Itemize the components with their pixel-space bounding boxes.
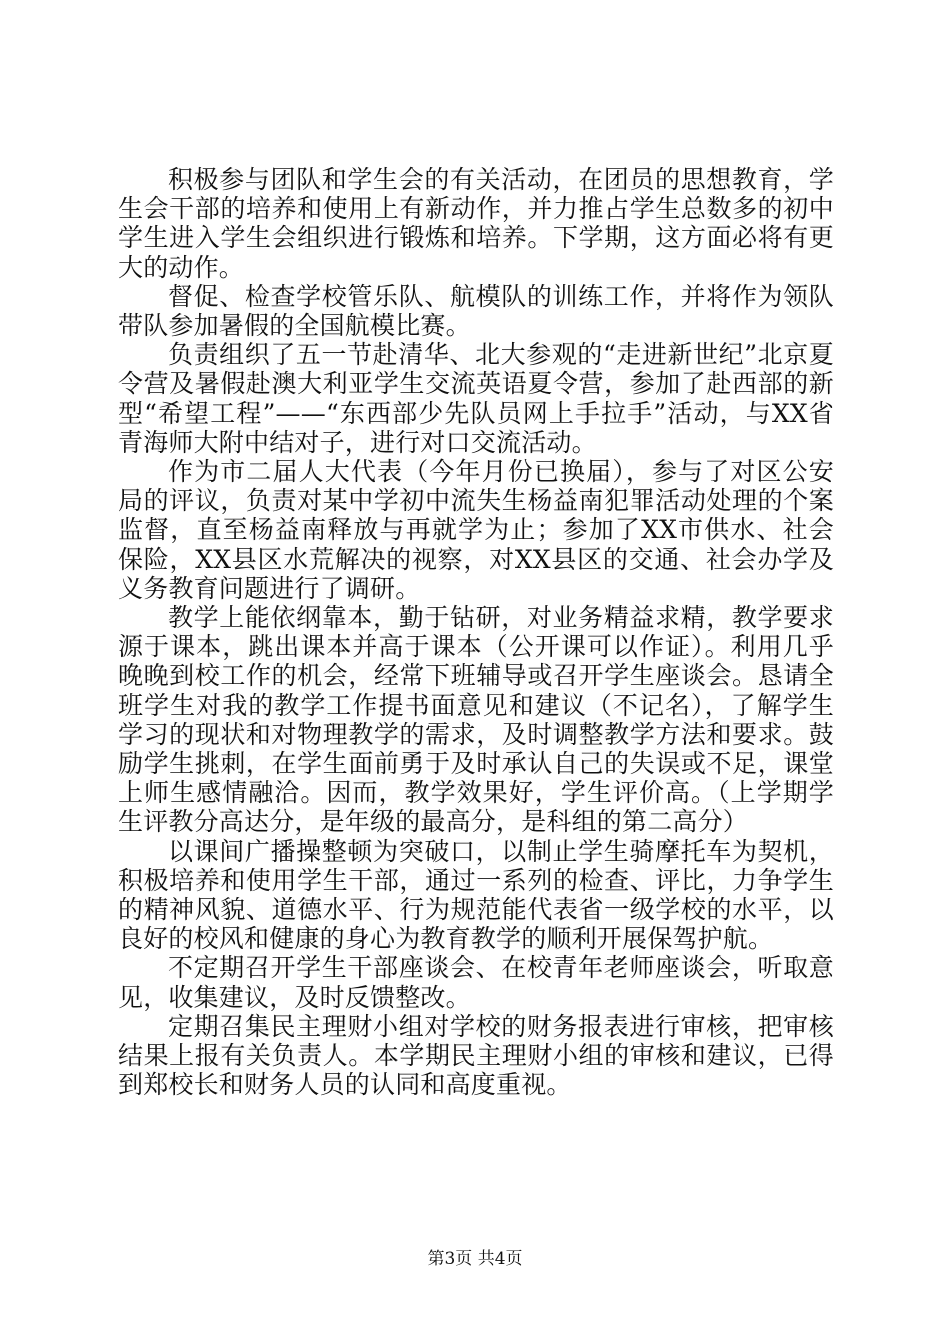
paragraph-teaching: 教学上能依纲靠本，勤于钻研，对业务精益求精，教学要求源于课本，跳出课本并高于课本（公开课可以作证）。利用几乎晚晚到校工作的机会，经常下班辅导或召开学生座谈会。恳请全班学生对我的教学工作提书面意见和建议（不记名），了解学生学习的现状和对物理教学的需求，及时调整教学方法和要求。鼓励学生挑刺，在学生面前勇于及时承认自己的失误或不足，课堂上师生感情融洽。因而，教学效果好，学生评价高。（上学期学生评教分高达分，是年级的最高分，是科组的第二高分） — [118, 603, 834, 837]
paragraph-band-training: 督促、检查学校管乐队、航模队的训练工作，并将作为领队带队参加暑假的全国航模比赛。 — [118, 281, 834, 341]
paragraph-symposium: 不定期召开学生干部座谈会、在校青年老师座谈会，听取意见，收集建议，及时反馈整改。 — [118, 953, 834, 1012]
page-number-footer: 第3页 共4页 — [427, 1249, 523, 1269]
paragraph-peoples-congress: 作为市二届人大代表（今年月份已换届），参与了对区公安局的评议，负责对某中学初中流失生杨益南犯罪活动处理的个案监督，直至杨益南释放与再就学为止；参加了XX市供水、社会保险，XX县区水荒解决的视察，对XX县区的交通、社会办学及义务教育问题进行了调研。 — [118, 457, 834, 603]
paragraph-student-union: 积极参与团队和学生会的有关活动，在团员的思想教育，学生会干部的培养和使用上有新动作，并力推占学生总数多的初中学生进入学生会组织进行锻炼和培养。下学期，这方面必将有更大的动作。 — [118, 165, 834, 282]
document-body — [118, 165, 834, 1100]
paragraph-summer-camp: 负责组织了五一节赴清华、北大参观的“走进新世纪”北京夏令营及暑假赴澳大利亚学生交流英语夏令营，参加了赴西部的新型“希望工程”——“东西部少先队员网上手拉手”活动，与XX省青海师大附中结对子，进行对口交流活动。 — [118, 340, 834, 457]
paragraph-finance-review: 定期召集民主理财小组对学校的财务报表进行审核，把审核结果上报有关负责人。本学期民主理财小组的审核和建议，已得到郑校长和财务人员的认同和高度重视。 — [118, 1011, 834, 1100]
paragraph-student-cadres: 以课间广播操整顿为突破口，以制止学生骑摩托车为契机，积极培养和使用学生干部，通过一系列的检查、评比，力争学生的精神风貌、道德水平、行为规范能代表省一级学校的水平，以良好的校风和健康的身心为教育教学的顺利开展保驾护航。 — [118, 836, 834, 954]
